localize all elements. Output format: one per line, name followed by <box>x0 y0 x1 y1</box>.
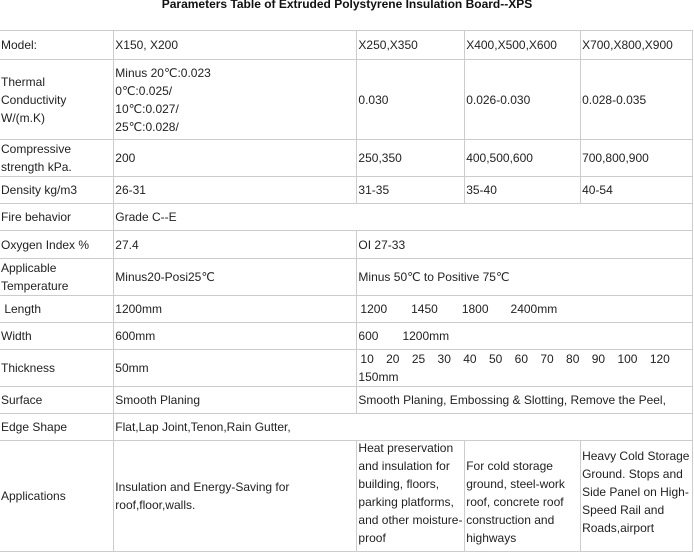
model-c2: X250,X350 <box>357 31 465 60</box>
density-c3: 35-40 <box>465 177 581 204</box>
thermal-line: Minus 20℃:0.023 <box>115 65 211 80</box>
length-value: 1450 <box>411 302 438 316</box>
thickness-value: 120 <box>649 352 670 366</box>
row-label-thickness: Thickness <box>0 350 114 387</box>
applications-c2 <box>357 441 465 552</box>
thickness-value: 20 <box>386 352 400 366</box>
thickness-c1: 50mm <box>114 350 357 387</box>
thermal-c1 <box>114 60 357 140</box>
table-row <box>0 31 693 60</box>
thermal-line: 25℃:0.028/ <box>115 119 179 134</box>
oxygen-c1: 27.4 <box>114 231 357 259</box>
thickness-value: 90 <box>591 352 606 366</box>
compressive-c1: 200 <box>114 140 357 177</box>
row-label-thermal: Thermal Conductivity W/(m.K) <box>0 60 114 140</box>
thermal-c3: 0.026-0.030 <box>465 60 581 140</box>
table-row <box>0 387 693 414</box>
width-value: 600 <box>358 329 379 343</box>
table-title: Parameters Table of Extruded Polystyrene Insulation Board--XPS <box>161 0 533 11</box>
applications-c2-text: Heat preservation and insulation for building, floors, parking platforms, and other moisture-proof <box>358 441 463 545</box>
applications-c4 <box>581 441 693 552</box>
temperature-c2: Minus 50℃ to Positive 75℃ <box>357 259 693 296</box>
row-label-model: Model: <box>0 31 114 60</box>
table-row <box>0 323 693 350</box>
density-c1: 26-31 <box>114 177 357 204</box>
applications-c1 <box>114 441 357 552</box>
row-label-fire: Fire behavior <box>0 204 114 231</box>
fire-value: Grade C--E <box>114 204 693 231</box>
table-row <box>0 204 693 231</box>
row-label-surface: Surface <box>0 387 114 414</box>
row-label-compressive: Compressive strength kPa. <box>0 140 114 177</box>
surface-c1: Smooth Planing <box>114 387 357 414</box>
compressive-c3: 400,500,600 <box>465 140 581 177</box>
thickness-value: 50 <box>488 352 503 366</box>
row-label-oxygen: Oxygen Index % <box>0 231 114 259</box>
applications-c4-text: Heavy Cold Storage Ground. Stops and Side Panel on High-Speed Rail and Roads,airport <box>582 449 690 535</box>
model-c4: X700,X800,X900 <box>581 31 693 60</box>
oxygen-c2: OI 27-33 <box>357 231 693 259</box>
thickness-value: 30 <box>437 352 451 366</box>
thickness-value: 25 <box>411 352 426 366</box>
row-label-edge: Edge Shape <box>0 414 114 441</box>
thermal-line: 0℃:0.025/ <box>115 83 173 98</box>
compressive-c2: 250,350 <box>357 140 465 177</box>
thickness-value: 150mm <box>358 370 399 384</box>
length-values <box>357 296 693 323</box>
parameters-table <box>0 30 693 552</box>
table-row <box>0 259 693 296</box>
applications-c3-text: For cold storage ground, steel-work roof, concrete roof construction and highways <box>466 459 565 545</box>
length-value: 1200 <box>360 302 388 316</box>
applications-c1-text: Insulation and Energy-Saving for roof,floor,walls. <box>115 480 290 512</box>
edge-value: Flat,Lap Joint,Tenon,Rain Gutter, <box>114 414 693 441</box>
thickness-values <box>357 350 693 387</box>
thermal-c4: 0.028-0.035 <box>581 60 693 140</box>
length-c1: 1200mm <box>114 296 357 323</box>
model-c3: X400,X500,X600 <box>465 31 581 60</box>
width-value: 1200mm <box>402 329 450 343</box>
density-c2: 31-35 <box>357 177 465 204</box>
table-row <box>0 441 693 552</box>
table-row <box>0 414 693 441</box>
width-values <box>357 323 693 350</box>
surface-c2: Smooth Planing, Embossing & Slotting, Remove the Peel, <box>357 387 693 414</box>
table-row <box>0 350 693 387</box>
row-label-applications: Applications <box>0 441 114 552</box>
thermal-line: 10℃:0.027/ <box>115 101 179 116</box>
row-label-temperature: Applicable Temperature <box>0 259 114 296</box>
density-c4: 40-54 <box>581 177 693 204</box>
row-label-length: Length <box>0 296 114 323</box>
thickness-value: 40 <box>463 352 477 366</box>
table-row <box>0 60 693 140</box>
thickness-value: 60 <box>514 352 528 366</box>
table-row <box>0 177 693 204</box>
thickness-value: 70 <box>540 352 554 366</box>
table-row <box>0 140 693 177</box>
thermal-c2: 0.030 <box>357 60 465 140</box>
model-c1: X150, X200 <box>114 31 357 60</box>
width-c1: 600mm <box>114 323 357 350</box>
length-value: 1800 <box>461 302 489 316</box>
table-row <box>0 231 693 259</box>
row-label-width: Width <box>0 323 114 350</box>
row-label-density: Density kg/m3 <box>0 177 114 204</box>
compressive-c4: 700,800,900 <box>581 140 693 177</box>
table-row <box>0 296 693 323</box>
thickness-value: 80 <box>566 352 580 366</box>
applications-c3 <box>465 441 581 552</box>
thickness-value: 100 <box>617 352 638 366</box>
temperature-c1: Minus20-Posi25℃ <box>114 259 357 296</box>
length-value: 2400mm <box>510 302 558 316</box>
thickness-value: 10 <box>360 352 374 366</box>
